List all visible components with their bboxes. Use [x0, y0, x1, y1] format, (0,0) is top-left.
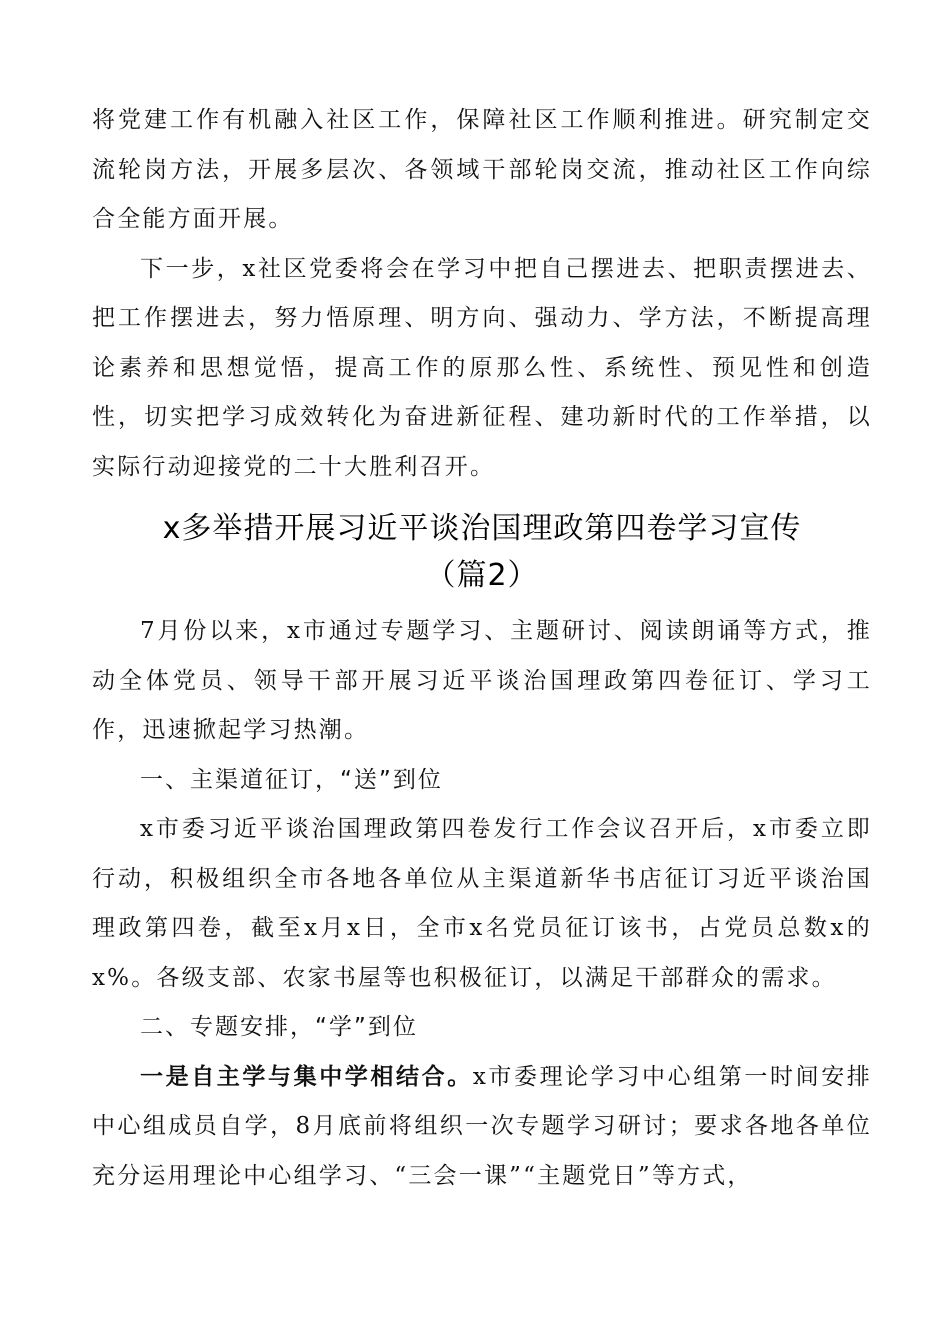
paragraph-section-2 [92, 1053, 872, 1202]
article-title-line-2: （篇2） [425, 558, 539, 593]
article-title-line-1: x多举措开展习近平谈治国理政第四卷学习宣传 [162, 511, 802, 546]
paragraph-next-step: 下一步，x社区党委将会在学习中把自己摆进去、把职责摆进去、把工作摆进去，努力悟原理、明方向、强动力、学方法，不断提高理论素养和思想觉悟，提高工作的原那么性、系统性、预见性和创造性，切实把学习成效转化为奋进新征程、建功新时代的工作举措，以实际行动迎接党的二十大胜利召开。 [92, 255, 872, 480]
section-heading-1: 一、主渠道征订，“送”到位 [140, 766, 443, 793]
paragraph-intro: 7月份以来，x市通过专题学习、主题研讨、阅读朗诵等方式，推动全体党员、领导干部开展习近平谈治国理政第四卷征订、学习工作，迅速掀起学习热潮。 [92, 618, 872, 743]
section-heading-2: 二、专题安排，“学”到位 [140, 1014, 418, 1040]
section-2-body: x市委理论学习中心组第一时间安排中心组成员自学，8月底前将组织一次专题学习研讨；要求各地各单位充分运用理论中心组学习、“三会一课”“主题党日”等方式， [92, 1063, 872, 1189]
article-title [92, 505, 872, 599]
document-page [92, 96, 872, 1201]
section-2-lead: 一是自主学与集中学相结合。 [140, 1063, 473, 1090]
paragraph-continuation: 将党建工作有机融入社区工作，保障社区工作顺利推进。研究制定交流轮岗方法，开展多层次、各领域干部轮岗交流，推动社区工作向综合全能方面开展。 [92, 107, 872, 232]
paragraph-section-1: x市委习近平谈治国理政第四卷发行工作会议召开后，x市委立即行动，积极组织全市各地各单位从主渠道新华书店征订习近平谈治国理政第四卷，截至x月x日，全市x名党员征订该书，占党员总数x的x%。各级支部、农家书屋等也积极征订，以满足干部群众的需求。 [92, 816, 872, 991]
